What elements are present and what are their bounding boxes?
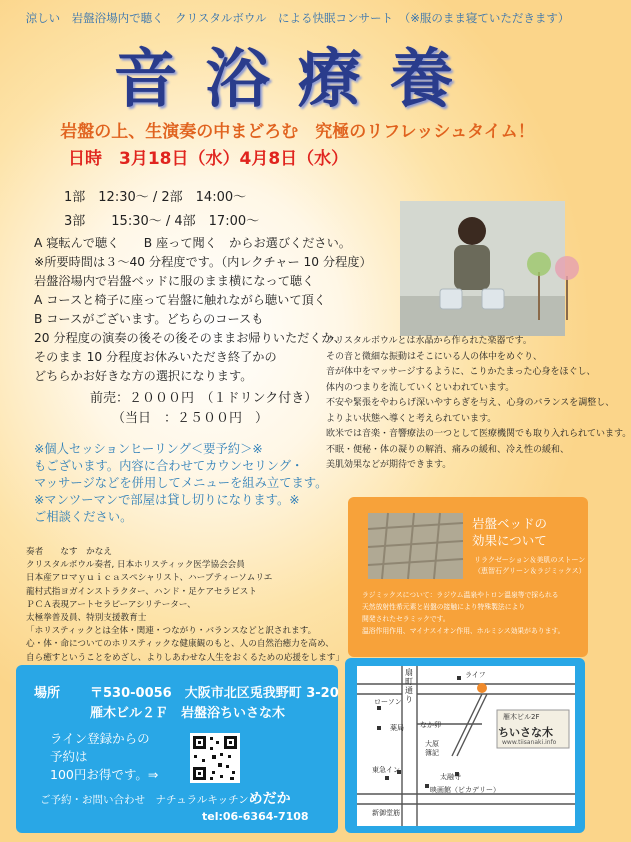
map-toyoko: 東急イン bbox=[372, 766, 400, 774]
address-label: 場所 bbox=[34, 686, 61, 701]
details-line: B コースがございます。どちらのコースも bbox=[34, 312, 264, 326]
map-daiitsuji: 太融寺 bbox=[440, 773, 461, 781]
ganban-body-line: 開発されたセラミックです。 bbox=[362, 615, 450, 623]
performer-profile bbox=[26, 546, 344, 665]
profile-line: 「ホリスティックとは全体・関連・つながり・バランスなどと訳されます。 bbox=[26, 626, 317, 637]
session-line: ※個人セッションヒーリング＜要予約＞※ bbox=[34, 442, 263, 456]
map-nakau: なか卯 bbox=[420, 721, 441, 729]
event-date: 日時 3月18日（水）4月8日（水） bbox=[68, 149, 349, 169]
line-promo-line: 予約は bbox=[50, 749, 88, 764]
ganban-title-line: 効果について bbox=[472, 533, 547, 548]
profile-line: 太極拳普及員、特別支援教育士 bbox=[26, 613, 147, 624]
crystal-line: クリスタルボウルとは水晶から作られた楽器です。 bbox=[326, 336, 532, 346]
session-line: ご相談ください。 bbox=[34, 510, 133, 524]
crystal-line: よりよい状態へ導くと考えられています。 bbox=[326, 413, 497, 424]
profile-line: ＰＣＡ表現アートセラピーアシリテーター、 bbox=[26, 599, 196, 610]
crystal-description bbox=[326, 334, 631, 474]
ganban-body bbox=[362, 589, 564, 637]
profile-line: 奏者 なす かなえ bbox=[26, 547, 112, 557]
profile-line: 龍村式指ヨガインストラクター、ハンド・足ケアセラピスト bbox=[26, 586, 257, 597]
map-eigakan: 映画館（ビカデリー） bbox=[430, 786, 500, 794]
details-line: 20 分程度の演奏の後その後そのままお帰りいただくか、 bbox=[34, 331, 346, 345]
profile-line: 自ら癒すということをめざし、よりしあわせな人生をおくるための応援をします」 bbox=[26, 652, 344, 663]
details-line: ※所要時間は３～40 分程度です。（内レクチャー 10 分程度） bbox=[34, 255, 372, 269]
map-ohara-line: 簿記 bbox=[425, 749, 439, 757]
crystal-line: 美肌効果などが期待できます。 bbox=[326, 460, 452, 470]
line-promo-line: 100円お得です。⇒ bbox=[50, 767, 159, 782]
subtitle: 岩盤の上、生演奏の中まどろむ 究極のリフレッシュタイム！ bbox=[60, 122, 535, 142]
shop-name: めだか bbox=[248, 791, 291, 807]
line-promo bbox=[50, 730, 158, 784]
profile-line: 日本産アロマｙｕｉｃａスペシャリスト、ハーブティーソムリエ bbox=[26, 573, 273, 584]
details-line: どちらかお好きな方の選択になります。 bbox=[34, 369, 253, 383]
top-banner: 涼しい 岩盤浴場内で聴く クリスタルボウル による快眠コンサート （※服のまま寝ていただきます） bbox=[25, 11, 570, 25]
price-door: （当日 ：２５００円 ） bbox=[112, 411, 269, 426]
map-shinmido: 新御堂筋 bbox=[372, 809, 400, 817]
map-ohara-line: 大原 bbox=[425, 740, 439, 748]
schedule-line: 1部 12:30～ / 2部 14:00～ bbox=[64, 190, 247, 205]
line-promo-line: ライン登録からの bbox=[50, 731, 150, 746]
crystal-line: その音と微細な振動はそこにいる人の体中をめぐり、 bbox=[326, 351, 543, 362]
map-ohara bbox=[425, 740, 439, 758]
details-line: A コースと椅子に座って岩盤に触れながら聴いて頂く bbox=[34, 293, 326, 307]
main-title: 音浴療養 bbox=[113, 42, 482, 117]
profile-line: 心・体・命についてのホリスティックな健康観のもと、人の自然治癒力を高め、 bbox=[26, 639, 334, 650]
ganban-title-line: 岩盤ベッドの bbox=[472, 516, 548, 531]
ganban-caption bbox=[474, 555, 586, 577]
schedule-line: 3部 15:30～ / 4部 17:00～ bbox=[64, 214, 260, 229]
price-advance: 前売：２０００円 （１ドリンク付き） bbox=[90, 391, 318, 406]
contact-label: ご予約・お問い合わせ ナチュラルキッチン bbox=[40, 794, 249, 806]
map-life: ライフ bbox=[465, 671, 486, 679]
ganban-body-line: ラジミックスについて：ラジウム温泉やトロン温泉等で採られる bbox=[362, 591, 559, 599]
trees-illustration bbox=[525, 242, 583, 322]
session-line: もございます。内容に合わせてカウンセリング・ bbox=[34, 459, 304, 473]
session-note bbox=[34, 441, 327, 526]
map-street: 扇町通り bbox=[405, 668, 413, 704]
map-building: 雁木ビル2F bbox=[503, 713, 540, 721]
session-line: マッサージなどを併用してメニューを組み立てます。 bbox=[34, 476, 328, 490]
crystal-line: 音が体中をマッサージするように、こりかたまった心身をほぐし、 bbox=[326, 367, 596, 377]
ganban-body-line: 天然放射性希元素と岩盤の接触により特殊製法により bbox=[362, 603, 526, 611]
map-yakkyoku: 薬局 bbox=[390, 724, 404, 732]
session-line: ※マンツーマンで部屋は貸し切りになります。※ bbox=[34, 493, 300, 507]
shop-logo: ちいさな木 bbox=[498, 726, 553, 739]
crystal-line: 体内のつまりを流していくといわれています。 bbox=[326, 382, 515, 393]
stone-bed-image bbox=[368, 513, 463, 579]
details-line: A 寝転んで聴く B 座って聞く からお選びください。 bbox=[34, 236, 351, 250]
qr-code[interactable] bbox=[190, 733, 240, 783]
details-line: そのまま 10 分程度お休みいただき終了かの bbox=[34, 350, 277, 364]
details-block bbox=[34, 234, 372, 386]
crystal-line: 不安や緊張をやわらげ深いやすらぎを与え、心身のバランスを調整し、 bbox=[326, 398, 615, 408]
crystal-line: 不眠・便秘・体の凝りの解消、痛みの緩和、冷え性の緩和、 bbox=[326, 444, 570, 455]
ganban-caption-line: リラクゼーション＆美肌のストーン bbox=[474, 556, 586, 564]
crystal-line: 欧米では音楽・音響療法の一つとして医療機関でも取り入れられています。 bbox=[326, 429, 631, 439]
phone-number[interactable]: tel:06-6364-7108 bbox=[202, 810, 309, 823]
map-lawson: ローソン bbox=[374, 698, 402, 706]
ganban-title bbox=[472, 515, 547, 549]
ganban-caption-line: （恵智石グリーン＆ラジミックス） bbox=[474, 567, 586, 575]
address: 〒530-0056 大阪市北区兎我野町 3-20 bbox=[90, 686, 339, 701]
details-line: 岩盤浴場内で岩盤ベッドに服のまま横になって聴く bbox=[34, 274, 315, 288]
access-map bbox=[357, 666, 575, 826]
ganban-body-line: 温浴作用作用、マイナスイオン作用、ホルミシス効果があります。 bbox=[362, 627, 565, 635]
profile-line: クリスタルボウル奏者, 日本ホリスティック医学協会会員 bbox=[26, 560, 245, 571]
building: 雁木ビル２Ｆ 岩盤浴ちいさな木 bbox=[90, 706, 286, 721]
contact bbox=[40, 788, 291, 808]
shop-url[interactable]: www.tiisanaki.info bbox=[502, 739, 557, 746]
